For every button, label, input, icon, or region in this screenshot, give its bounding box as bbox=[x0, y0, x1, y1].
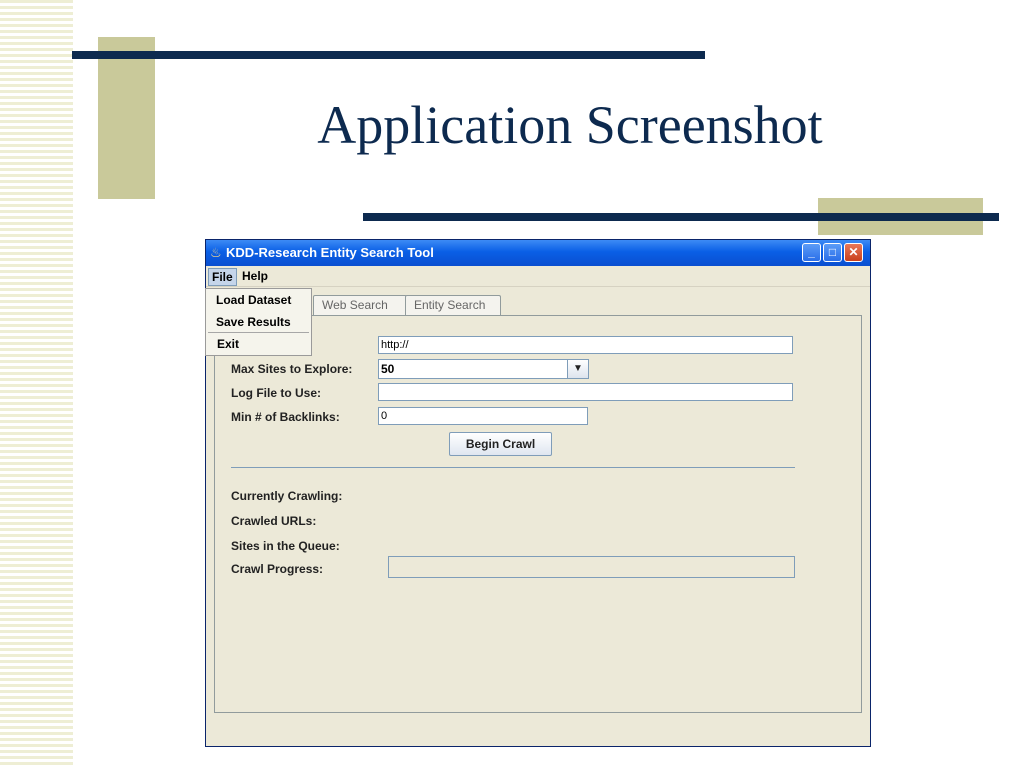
menu-help[interactable]: Help bbox=[242, 269, 269, 283]
log-file-label: Log File to Use: bbox=[231, 386, 321, 400]
crawl-panel bbox=[214, 315, 862, 713]
java-cup-icon: ♨ bbox=[210, 245, 222, 260]
backlinks-label: Min # of Backlinks: bbox=[231, 410, 340, 424]
max-sites-value: 50 bbox=[381, 362, 395, 376]
slide-title: Application Screenshot bbox=[317, 95, 823, 155]
file-menu-dropdown bbox=[205, 288, 312, 356]
url-field[interactable]: http:// bbox=[378, 336, 793, 354]
crawl-progress-bar bbox=[388, 556, 795, 578]
decorative-olive-block-left bbox=[98, 37, 155, 199]
currently-crawling-label: Currently Crawling: bbox=[231, 489, 343, 503]
menu-file[interactable]: File bbox=[208, 268, 237, 286]
divider bbox=[231, 467, 795, 468]
maximize-button[interactable]: □ bbox=[823, 243, 842, 262]
chevron-down-icon[interactable]: ▼ bbox=[567, 360, 588, 378]
menu-item-load-dataset[interactable]: Load Dataset bbox=[216, 293, 292, 307]
menu-item-save-results[interactable]: Save Results bbox=[216, 315, 291, 329]
decorative-stripes bbox=[0, 0, 73, 768]
decorative-navy-line-top bbox=[72, 51, 705, 59]
max-sites-select[interactable] bbox=[378, 359, 589, 379]
tab-entity-search[interactable]: Entity Search bbox=[405, 295, 501, 315]
max-sites-label: Max Sites to Explore: bbox=[231, 362, 353, 376]
backlinks-field[interactable]: 0 bbox=[378, 407, 588, 425]
window-title: KDD-Research Entity Search Tool bbox=[226, 245, 434, 260]
menubar bbox=[206, 266, 870, 287]
menu-item-exit[interactable]: Exit bbox=[217, 337, 240, 351]
decorative-navy-line-bottom bbox=[363, 213, 999, 221]
close-button[interactable]: ✕ bbox=[844, 243, 863, 262]
crawl-progress-label: Crawl Progress: bbox=[231, 562, 324, 576]
begin-crawl-button[interactable]: Begin Crawl bbox=[449, 432, 552, 456]
crawled-urls-label: Crawled URLs: bbox=[231, 514, 317, 528]
window-titlebar[interactable] bbox=[206, 240, 870, 266]
menu-separator bbox=[208, 332, 309, 333]
minimize-button[interactable]: _ bbox=[802, 243, 821, 262]
tab-web-search[interactable]: Web Search bbox=[313, 295, 407, 315]
log-file-field[interactable] bbox=[378, 383, 793, 401]
sites-in-queue-label: Sites in the Queue: bbox=[231, 539, 340, 553]
